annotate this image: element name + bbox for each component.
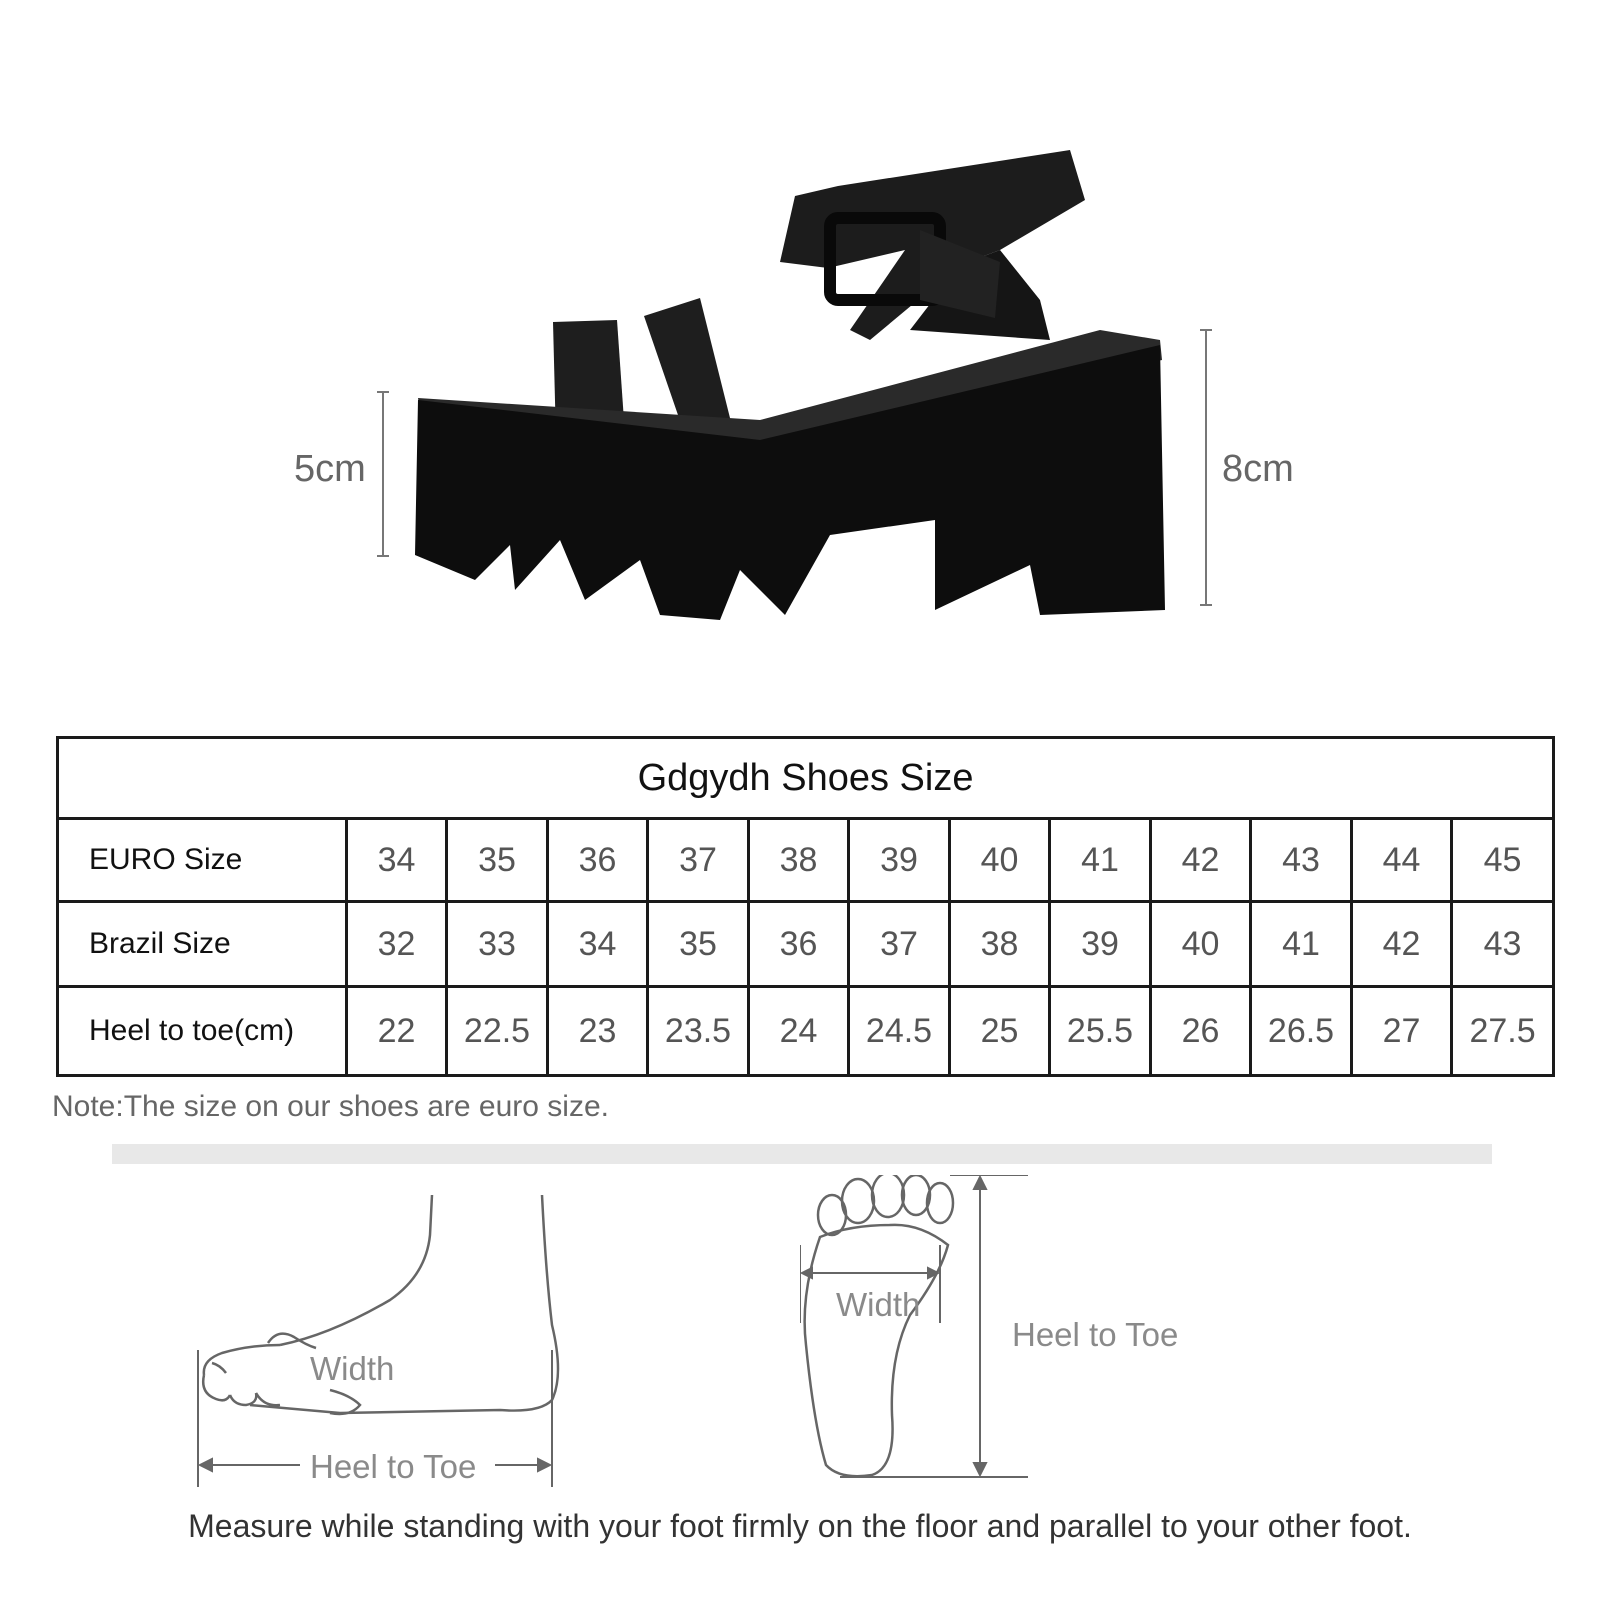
table-row-brazil <box>58 902 1554 987</box>
heel-height-dimension-line <box>1200 330 1212 605</box>
table-cell: 35 <box>648 902 749 987</box>
table-title: Gdgydh Shoes Size <box>58 738 1554 819</box>
side-width-label: Width <box>310 1350 395 1387</box>
table-cell: 39 <box>849 819 950 902</box>
table-cell: 43 <box>1452 902 1554 987</box>
table-cell: 23 <box>548 987 648 1076</box>
platform-height-label: 5cm <box>294 448 366 490</box>
table-cell: 22.5 <box>447 987 548 1076</box>
table-cell: 37 <box>849 902 950 987</box>
row-label: Brazil Size <box>58 902 347 987</box>
platform-height-dimension-line <box>377 392 389 556</box>
size-table <box>56 736 1555 1077</box>
table-cell: 41 <box>1251 902 1352 987</box>
table-cell: 33 <box>447 902 548 987</box>
table-cell: 27 <box>1352 987 1452 1076</box>
table-cell: 34 <box>347 819 447 902</box>
table-cell: 45 <box>1452 819 1554 902</box>
table-cell: 23.5 <box>648 987 749 1076</box>
table-cell: 26.5 <box>1251 987 1352 1076</box>
row-label: EURO Size <box>58 819 347 902</box>
table-cell: 34 <box>548 902 648 987</box>
platform-sole <box>415 345 1165 620</box>
table-cell: 42 <box>1352 902 1452 987</box>
table-cell: 25.5 <box>1050 987 1151 1076</box>
table-cell: 24.5 <box>849 987 950 1076</box>
table-cell: 37 <box>648 819 749 902</box>
table-cell: 22 <box>347 987 447 1076</box>
table-cell: 35 <box>447 819 548 902</box>
table-cell: 32 <box>347 902 447 987</box>
measure-instruction: Measure while standing with your foot firmly on the floor and parallel to your other foot. <box>188 1508 1412 1544</box>
table-cell: 24 <box>749 987 849 1076</box>
heel-height-label: 8cm <box>1222 448 1294 490</box>
sandal-image <box>0 0 1600 700</box>
table-cell: 42 <box>1151 819 1251 902</box>
table-cell: 38 <box>950 902 1050 987</box>
table-cell: 40 <box>950 819 1050 902</box>
side-heel-to-toe-label: Heel to Toe <box>310 1448 477 1485</box>
row-label: Heel to toe(cm) <box>58 987 347 1076</box>
table-cell: 38 <box>749 819 849 902</box>
table-cell: 41 <box>1050 819 1151 902</box>
table-cell: 40 <box>1151 902 1251 987</box>
table-row-euro <box>58 819 1554 902</box>
table-cell: 44 <box>1352 819 1452 902</box>
table-cell: 36 <box>548 819 648 902</box>
sole-heel-to-toe-label: Heel to Toe <box>1012 1316 1179 1353</box>
sole-width-label: Width <box>836 1286 921 1323</box>
table-row-heel-to-toe <box>58 987 1554 1076</box>
table-cell: 27.5 <box>1452 987 1554 1076</box>
table-cell: 39 <box>1050 902 1151 987</box>
size-note: Note:The size on our shoes are euro size. <box>52 1090 609 1123</box>
table-cell: 26 <box>1151 987 1251 1076</box>
divider-bar <box>112 1144 1492 1164</box>
table-cell: 36 <box>749 902 849 987</box>
table-cell: 25 <box>950 987 1050 1076</box>
table-cell: 43 <box>1251 819 1352 902</box>
